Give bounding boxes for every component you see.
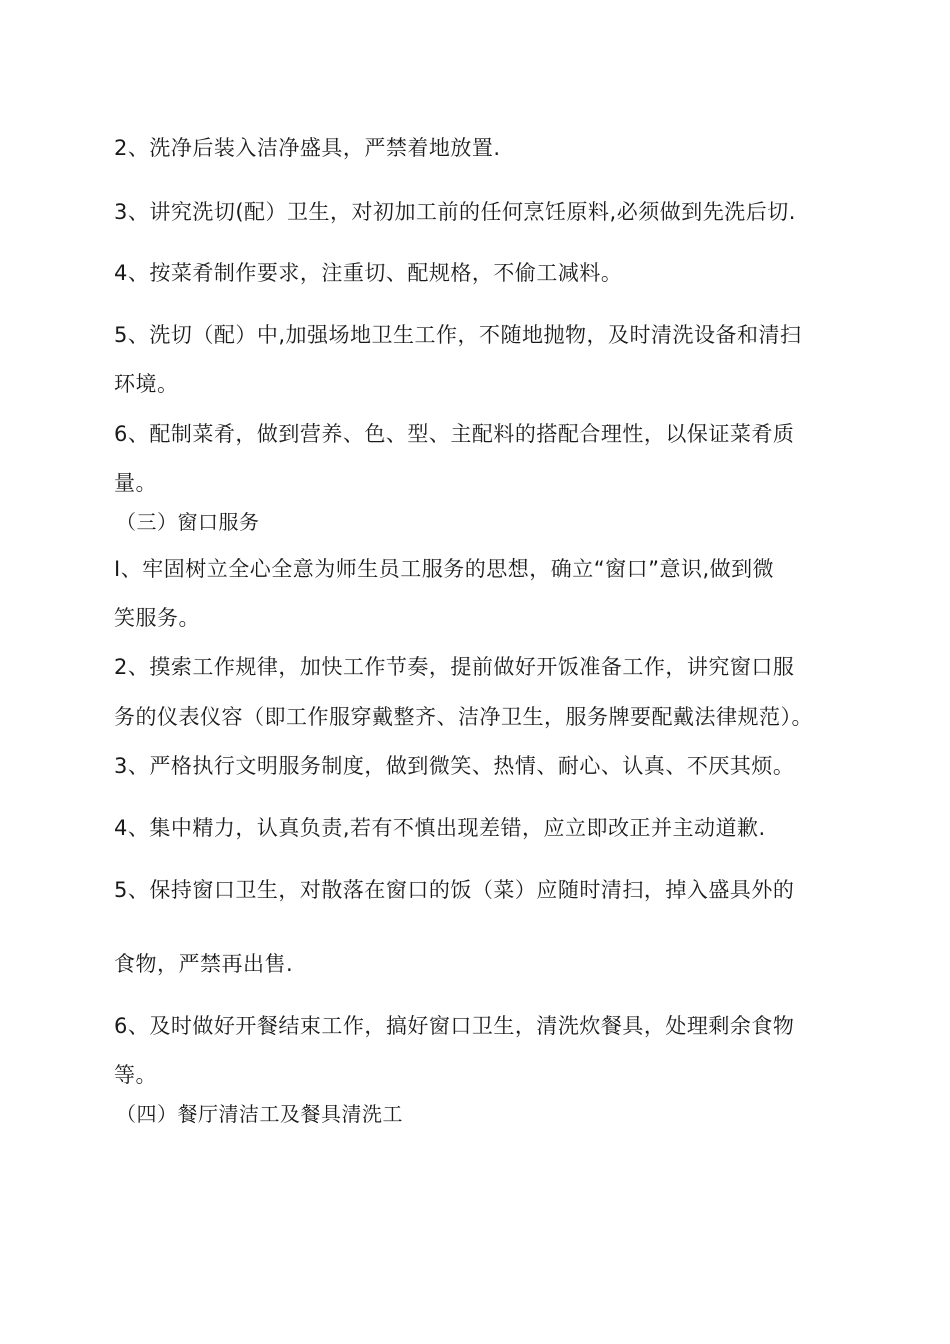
paragraph-line: 4、按菜肴制作要求，注重切、配规格，不偷工减料。 <box>114 261 623 285</box>
section-heading: （三）窗口服务 <box>116 510 260 534</box>
section-heading: （四）餐厅清洁工及餐具清洗工 <box>116 1102 403 1126</box>
paragraph-line: 量。 <box>114 471 157 495</box>
paragraph-line: 2、摸索工作规律，加快工作节奏，提前做好开饭准备工作，讲究窗口服 <box>114 655 795 679</box>
paragraph-line: 2、洗净后装入洁净盛具，严禁着地放置. <box>114 136 501 160</box>
paragraph-line: 环境。 <box>114 372 179 396</box>
paragraph-line: 5、洗切（配）中,加强场地卫生工作，不随地抛物，及时清洗设备和清扫 <box>114 323 802 347</box>
paragraph-line: I、牢固树立全心全意为师生员工服务的思想，确立“窗口”意识,做到微 <box>114 557 775 581</box>
paragraph-line: 笑服务。 <box>114 606 200 630</box>
paragraph-line: 务的仪表仪容（即工作服穿戴整齐、洁净卫生，服务牌要配戴法律规范）。 <box>114 705 813 729</box>
paragraph-line: 6、配制菜肴，做到营养、色、型、主配料的搭配合理性，以保证菜肴质 <box>114 422 795 446</box>
paragraph-line: 等。 <box>114 1063 157 1087</box>
paragraph-line: 6、及时做好开餐结束工作，搞好窗口卫生，清洗炊餐具，处理剩余食物 <box>114 1014 795 1038</box>
paragraph-line: 食物，严禁再出售. <box>114 952 294 976</box>
paragraph-line: 4、集中精力，认真负责,若有不慎出现差错，应立即改正并主动道歉. <box>114 816 766 840</box>
paragraph-line: 5、保持窗口卫生，对散落在窗口的饭（菜）应随时清扫，掉入盛具外的 <box>114 878 795 902</box>
paragraph-line: 3、讲究洗切(配）卫生，对初加工前的任何烹饪原料,必须做到先洗后切. <box>114 200 796 224</box>
paragraph-line: 3、严格执行文明服务制度，做到微笑、热情、耐心、认真、不厌其烦。 <box>114 754 795 778</box>
